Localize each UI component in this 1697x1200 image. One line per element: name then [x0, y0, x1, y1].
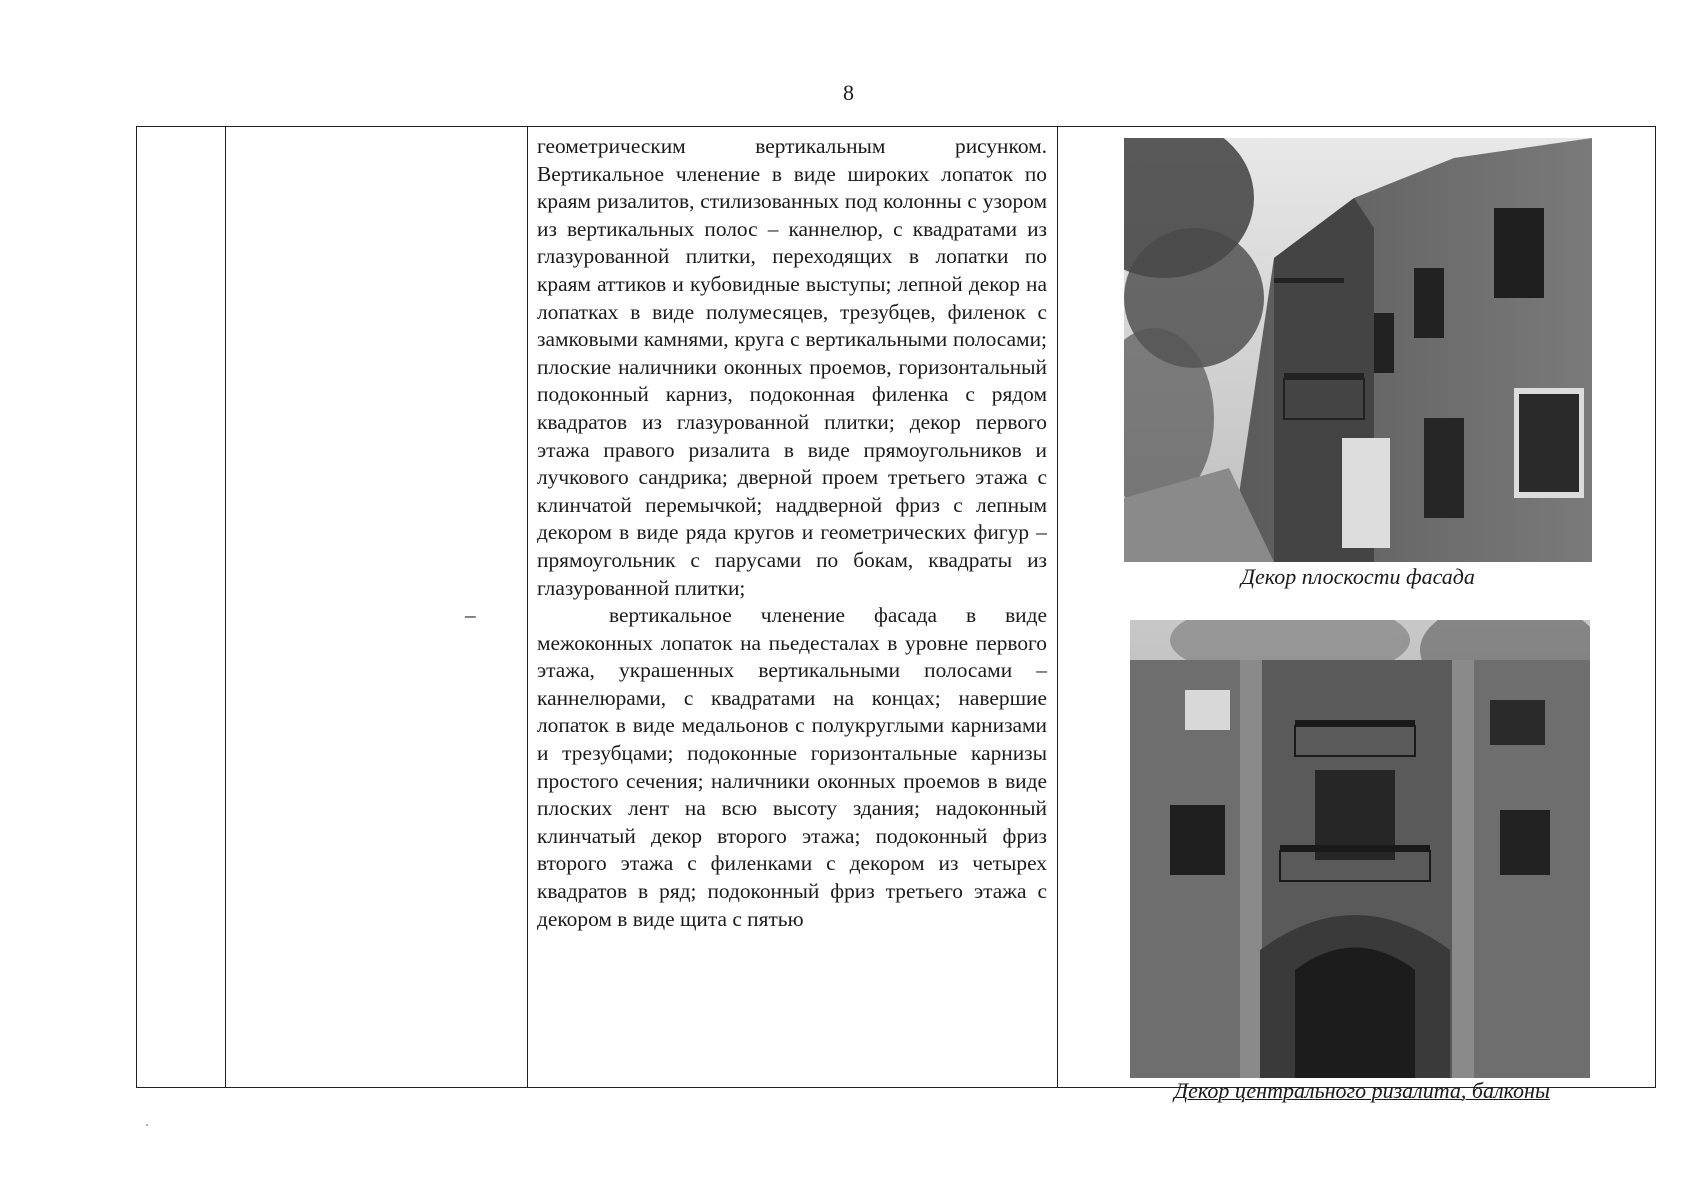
description-cell: [465, 133, 1047, 933]
bottom-photo-caption: Декор центрального ризалита, балконы: [1174, 1078, 1550, 1103]
description-paragraph-1: геометрическим вертикальным рисунком. Вертикальное членение в виде широких лопаток по краям ризалитов, стилизованных под колонны с узором из вертикальных полос – каннелюр, с квадратами из глазурованной плитки, переходящих в лопатки по краям аттиков и кубовидные выступы; лепной декор на лопатках в виде полумесяцев, трезубцев, филенок с замковыми камнями, круга с вертикальными полосами; плоские наличники оконных проемов, горизонтальный подоконный карниз, подоконная филенка с рядом квадратов из глазурованной плитки; декор первого этажа правого ризалита в виде прямоугольников и лучкового сандрика; дверной проем третьего этажа с клинчатой перемычкой; наддверной фриз с лепным декором в виде ряда кругов и геометрических фигур – прямоугольник с парусами по бокам, квадраты из глазурованной плитки;: [537, 134, 1047, 600]
column-divider-2: [527, 127, 528, 1087]
column-divider-3: [1057, 127, 1058, 1087]
top-photo-caption: Декор плоскости фасада: [1241, 564, 1475, 589]
page-number: 8: [843, 80, 854, 105]
facade-photo-bottom: [1130, 620, 1590, 1078]
description-list-item: [465, 602, 1047, 933]
description-paragraph-2: вертикальное членение фасада в виде межоконных лопаток на пьедесталах в уровне первого этажа, украшенных вертикальными полосами – каннелюрами, с квадратами на концах; навершие лопаток в виде медальонов с полукруглыми карнизами и трезубцами; подоконные горизонтальные карнизы простого сечения; наличники оконных проемов в виде плоских лент на всю высоту здания; надоконный клинчатый декор второго этажа; подоконный фриз второго этажа с филенками с декором из четырех квадратов в ряд; подоконный фриз третьего этажа с декором в виде щита с пятью: [537, 603, 1047, 931]
column-divider-1: [225, 127, 226, 1087]
facade-photo-top: [1124, 138, 1592, 562]
list-dash: –: [465, 603, 476, 628]
scan-speck: [146, 1124, 148, 1126]
